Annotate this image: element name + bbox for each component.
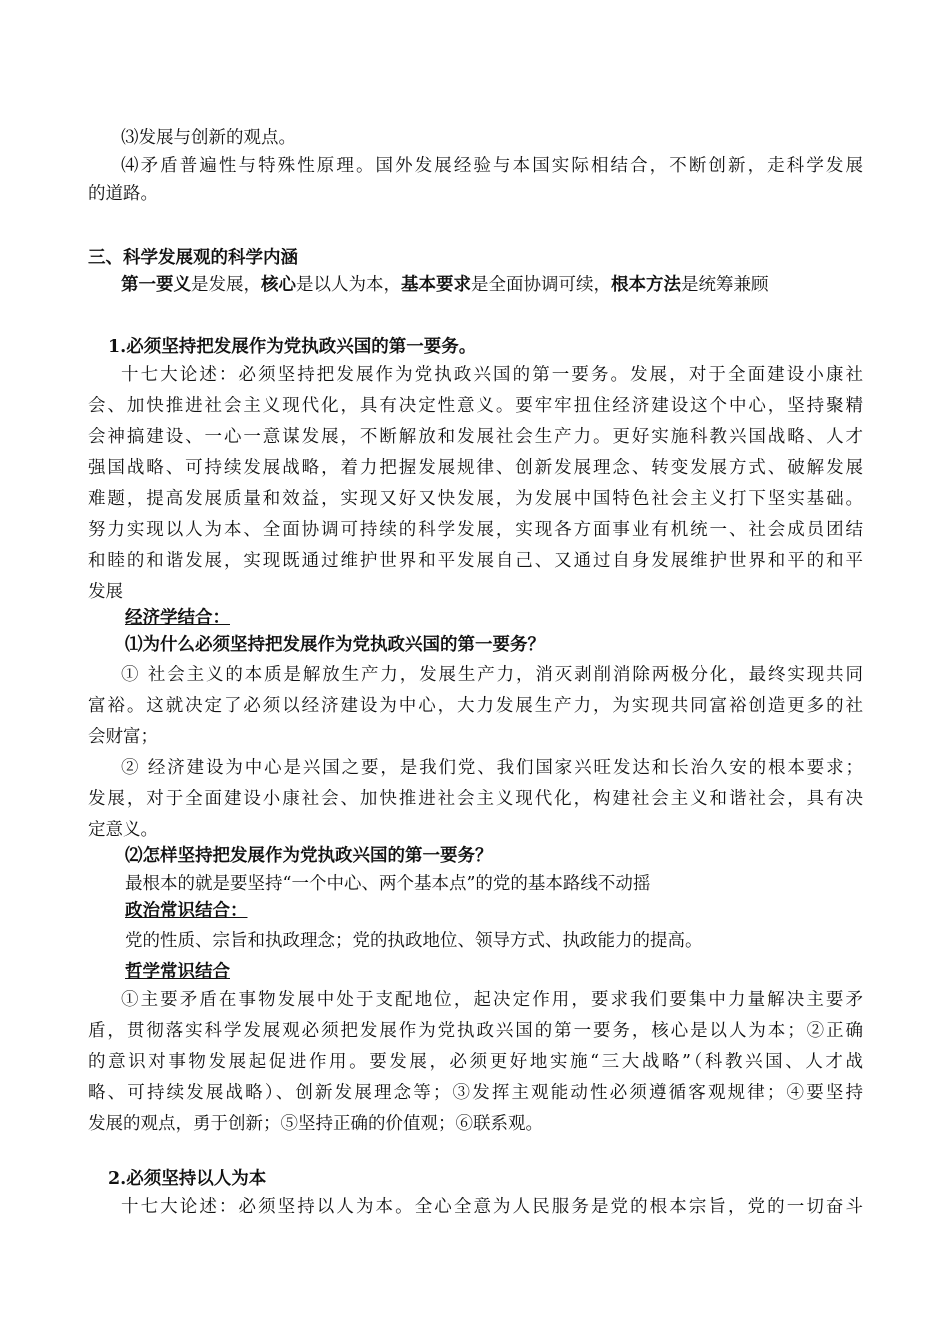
philosophy-line-3: 的意识对事物发展起促进作用。要发展，必须更好地实施“三大战略”（科教兴国、人才战 (88, 1052, 863, 1072)
summary-text-4: 是统筹兼顾 (681, 275, 769, 295)
philosophy-line-1: ①主要矛盾在事物发展中处于支配地位，起决定作用，要求我们要集中力量解决主要矛 (121, 990, 863, 1010)
politics-text: 党的性质、宗旨和执政理念；党的执政地位、领导方式、执政能力的提高。 (125, 931, 703, 951)
philosophy-heading: 哲学常识结合 (125, 962, 230, 982)
answer-2-line-3: 定意义。 (88, 820, 158, 840)
summary-term-3: 基本要求 (401, 275, 471, 295)
paragraph-1-line-1: 十七大论述：必须坚持把发展作为党执政兴国的第一要务。发展，对于全面建设小康社 (121, 365, 863, 385)
paragraph-1-line-6: 努力实现以人为本、全面协调可持续的科学发展，实现各方面事业有机统一、社会成员团结 (88, 520, 863, 540)
paragraph-2-line-1: 十七大论述：必须坚持以人为本。全心全意为人民服务是党的根本宗旨，党的一切奋斗 (121, 1197, 863, 1217)
philosophy-line-2: 盾，贯彻落实科学发展观必须把发展作为党执政兴国的第一要务，核心是以人为本；②正确 (88, 1021, 863, 1041)
answer-1-line-2: 富裕。这就决定了必须以经济建设为中心，大力发展生产力，为实现共同富裕创造更多的社 (88, 696, 863, 716)
subheading-2: 2.必须坚持以人为本 (108, 1169, 267, 1189)
paragraph-1-line-8: 发展 (88, 582, 123, 602)
philosophy-line-5: 发展的观点，勇于创新；⑤坚持正确的价值观；⑥联系观。 (88, 1114, 543, 1134)
philosophy-line-4: 略、可持续发展战略）、创新发展理念等；③发挥主观能动性必须遵循客观规律；④要坚持 (88, 1083, 863, 1103)
summary-term-2: 核心 (261, 275, 296, 295)
list-item-4-line-2: 的道路。 (88, 184, 158, 204)
summary-term-4: 根本方法 (611, 275, 681, 295)
paragraph-1-line-7: 和睦的和谐发展，实现既通过维护世界和平发展自己、又通过自身发展维护世界和平的和平 (88, 551, 863, 571)
list-item-3: ⑶发展与创新的观点。 (121, 128, 296, 148)
paragraph-1-line-4: 强国战略、可持续发展战略，着力把握发展规律、创新发展理念、转变发展方式、破解发展 (88, 458, 863, 478)
politics-heading: 政治常识结合： (125, 901, 248, 921)
summary-text-1: 是发展， (191, 275, 261, 295)
answer-2-line-1: ② 经济建设为中心是兴国之要，是我们党、我们国家兴旺发达和长治久安的根本要求； (121, 758, 863, 778)
summary-term-1: 第一要义 (121, 275, 191, 295)
paragraph-1-line-5: 难题，提高发展质量和效益，实现又好又快发展，为发展中国特色社会主义打下坚实基础。 (88, 489, 863, 509)
economics-heading: 经济学结合： (125, 608, 230, 628)
paragraph-1-line-3: 会神搞建设、一心一意谋发展，不断解放和发展社会生产力。更好实施科教兴国战略、人才 (88, 427, 863, 447)
summary-text-3: 是全面协调可续， (471, 275, 611, 295)
paragraph-1-line-2: 会、加快推进社会主义现代化，具有决定性意义。要牢牢扭住经济建设这个中心，坚持聚精 (88, 396, 863, 416)
answer-1-line-1: ① 社会主义的本质是解放生产力，发展生产力，消灭剥削消除两极分化，最终实现共同 (121, 665, 863, 685)
answer-1-line-3: 会财富； (88, 727, 158, 747)
answer-2-line-2: 发展，对于全面建设小康社会、加快推进社会主义现代化，构建社会主义和谐社会，具有决 (88, 789, 863, 809)
section-3-heading: 三、科学发展观的科学内涵 (88, 248, 298, 268)
question-2: ⑵怎样坚持把发展作为党执政兴国的第一要务？ (125, 846, 493, 866)
section-3-summary (121, 272, 863, 298)
list-item-4-line-1: ⑷矛盾普遍性与特殊性原理。国外发展经验与本国实际相结合，不断创新，走科学发展 (121, 156, 863, 176)
summary-text-2: 是以人为本， (296, 275, 401, 295)
subheading-1: 1.必须坚持把发展作为党执政兴国的第一要务。 (108, 337, 477, 357)
question-1: ⑴为什么必须坚持把发展作为党执政兴国的第一要务？ (125, 635, 545, 655)
question-2-answer: 最根本的就是要坚持“一个中心、两个基本点”的党的基本路线不动摇 (125, 874, 651, 894)
